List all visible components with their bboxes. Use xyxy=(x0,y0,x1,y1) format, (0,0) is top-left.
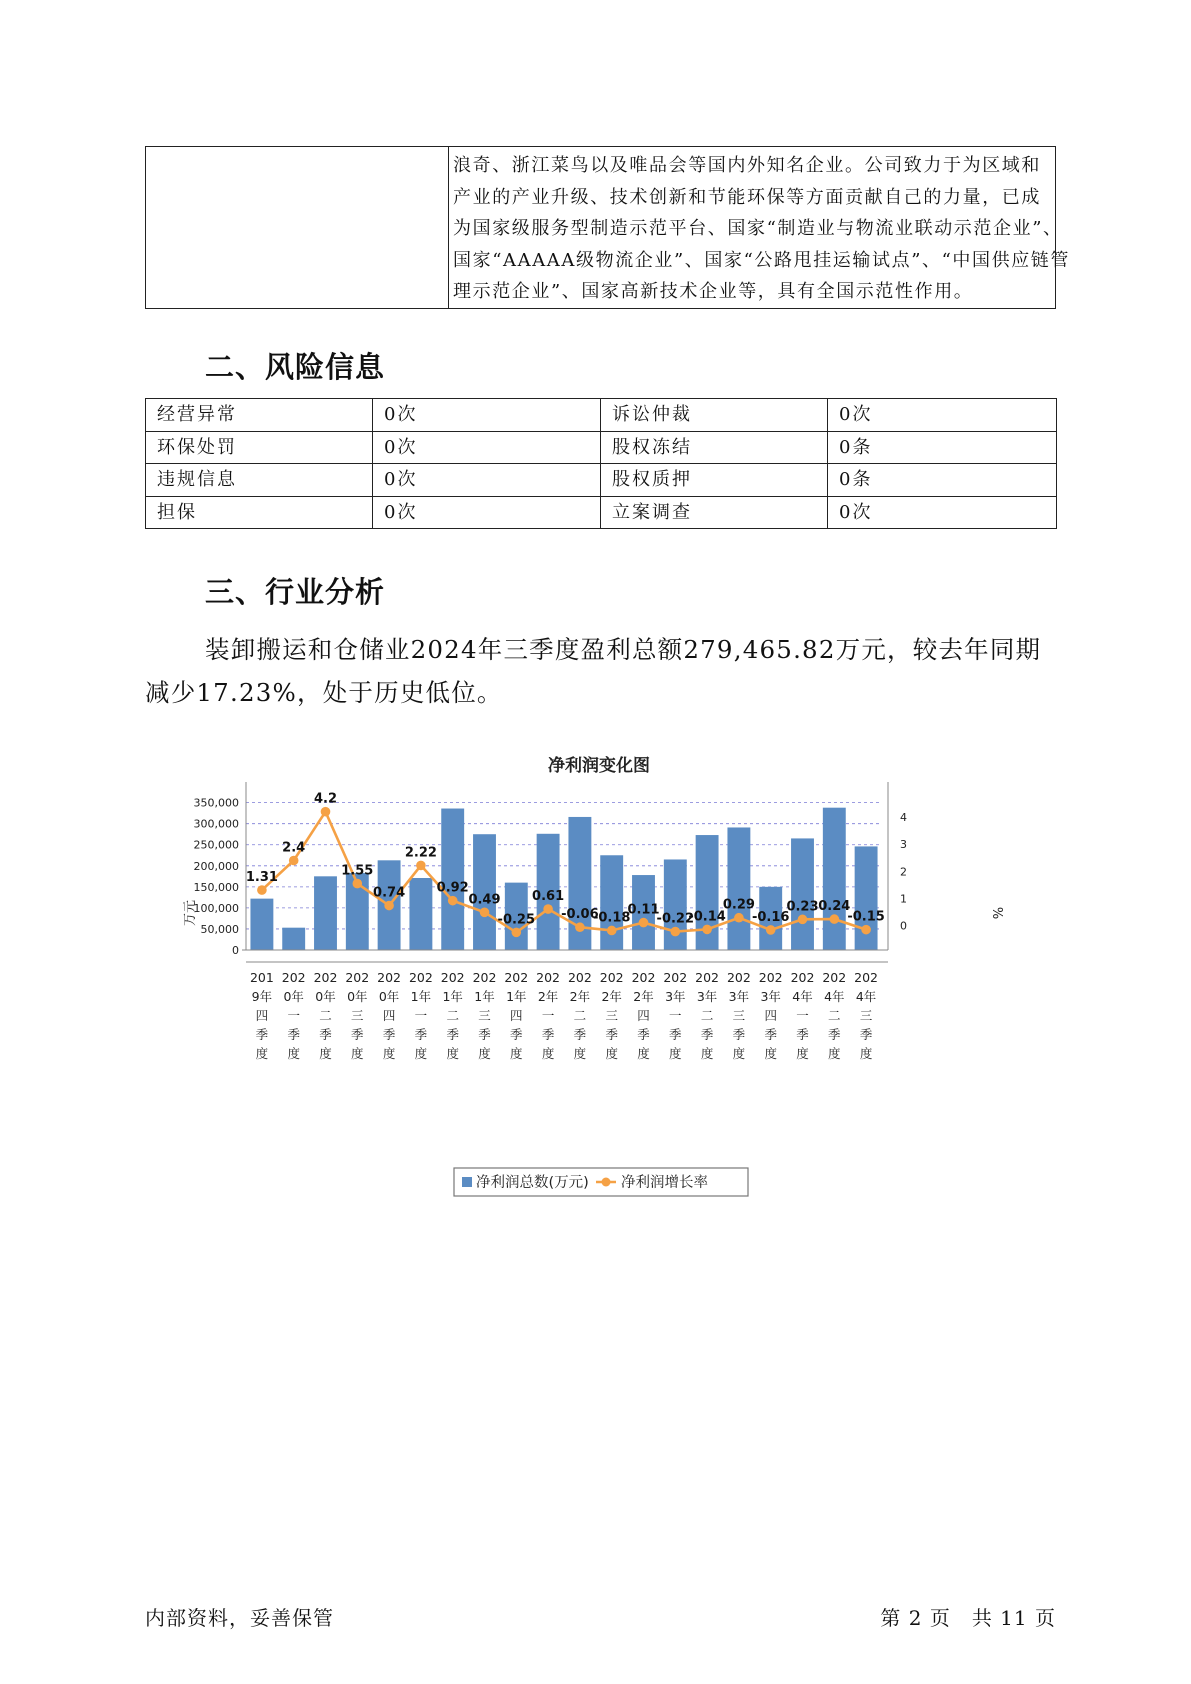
x-tick-label: 三 xyxy=(859,1008,873,1023)
intro-label-cell xyxy=(146,147,449,309)
x-tick-label: 度 xyxy=(287,1046,300,1061)
bar xyxy=(441,809,464,950)
risk-key: 经营异常 xyxy=(146,399,373,432)
legend-bar-label: 净利润总数(万元) xyxy=(476,1175,589,1191)
x-tick-label: 三 xyxy=(478,1008,491,1023)
data-label: -0.06 xyxy=(561,907,599,923)
x-tick-label: 季 xyxy=(287,1027,300,1042)
growth-point xyxy=(575,922,585,932)
x-tick-label: 201 xyxy=(249,970,274,985)
y2-tick-label: 0 xyxy=(900,919,907,933)
x-tick-label: 季 xyxy=(541,1027,555,1042)
x-tick-label: 季 xyxy=(478,1027,491,1042)
risk-value: 0条 xyxy=(828,431,1057,464)
data-label: -0.14 xyxy=(688,909,726,925)
x-tick-label: 三 xyxy=(732,1008,746,1023)
x-tick-label: 202 xyxy=(504,970,529,985)
growth-point xyxy=(607,926,617,936)
data-label: 0.74 xyxy=(373,885,406,901)
x-tick-label: 二 xyxy=(319,1008,332,1023)
growth-point xyxy=(543,904,553,914)
growth-point xyxy=(734,913,744,923)
data-label: -0.16 xyxy=(751,909,790,925)
intro-line: 理示范企业”、国家高新技术企业等，具有全国示范性作用。 xyxy=(453,281,974,302)
risk-section-title: 二、风险信息 xyxy=(205,350,386,384)
growth-point xyxy=(798,915,808,925)
x-tick-label: 3年 xyxy=(665,989,686,1004)
x-tick-label: 1年 xyxy=(474,989,495,1004)
y-tick-label: 200,000 xyxy=(193,859,239,873)
x-tick-label: 季 xyxy=(605,1027,618,1042)
x-tick-label: 9年 xyxy=(251,989,273,1004)
x-tick-label: 202 xyxy=(631,970,656,985)
industry-paragraph: 装卸搬运和仓储业2024年三季度盈利总额279,465.82万元，较去年同期减少17.23%，处于历史低位。 xyxy=(145,635,1042,707)
x-tick-label: 一 xyxy=(541,1008,555,1023)
x-tick-label: 度 xyxy=(541,1046,555,1061)
intro-line: 浪奇、浙江菜鸟以及唯品会等国内外知名企业。公司致力于为区域和 xyxy=(453,155,1041,176)
bar xyxy=(314,876,337,950)
x-tick-label: 2年 xyxy=(537,989,559,1004)
x-tick-label: 一 xyxy=(414,1008,428,1023)
growth-point xyxy=(416,861,426,871)
legend-line-marker xyxy=(602,1178,611,1187)
bar xyxy=(282,928,305,950)
data-label: -0.18 xyxy=(592,910,631,926)
data-label: -0.22 xyxy=(656,911,695,927)
x-tick-label: 四 xyxy=(764,1008,777,1023)
x-tick-label: 202 xyxy=(377,970,402,985)
x-tick-label: 二 xyxy=(573,1008,587,1023)
risk-key: 担保 xyxy=(146,496,373,529)
x-tick-label: 3年 xyxy=(760,989,781,1004)
bar xyxy=(855,846,878,950)
legend-bar-swatch xyxy=(462,1177,472,1187)
data-label: 0.49 xyxy=(468,892,501,908)
x-tick-label: 3年 xyxy=(728,989,750,1004)
table-row xyxy=(146,399,1057,432)
y-axis-label: 万元 xyxy=(183,899,198,927)
growth-point xyxy=(384,901,394,911)
data-label: 0.23 xyxy=(786,899,819,915)
intro-line: 为国家级服务型制造示范平台、国家“制造业与物流业联动示范企业”、 xyxy=(453,218,1063,239)
risk-value: 0次 xyxy=(373,496,601,529)
x-tick-label: 4年 xyxy=(824,989,845,1004)
table-row xyxy=(146,496,1057,529)
x-tick-label: 202 xyxy=(758,970,783,985)
intro-text-cell xyxy=(449,147,1071,309)
y-tick-label: 350,000 xyxy=(193,796,239,810)
x-tick-label: 季 xyxy=(382,1027,396,1042)
x-tick-label: 2年 xyxy=(633,989,654,1004)
risk-key: 立案调查 xyxy=(601,496,828,529)
x-tick-label: 1年 xyxy=(506,989,527,1004)
chart-growth-line xyxy=(246,792,885,937)
risk-value: 0次 xyxy=(373,464,601,497)
bar xyxy=(727,827,750,950)
x-tick-label: 二 xyxy=(700,1008,714,1023)
data-label: 1.55 xyxy=(341,863,374,879)
x-tick-label: 202 xyxy=(726,970,751,985)
x-tick-label: 季 xyxy=(859,1027,873,1042)
growth-point xyxy=(766,925,776,935)
growth-point xyxy=(448,896,458,906)
y-tick-label: 0 xyxy=(232,944,239,957)
x-tick-label: 0年 xyxy=(378,989,400,1004)
x-tick-label: 度 xyxy=(351,1046,364,1061)
data-label: 1.31 xyxy=(245,870,278,886)
x-tick-label: 2年 xyxy=(569,989,591,1004)
data-label: 2.22 xyxy=(404,845,437,861)
x-tick-label: 202 xyxy=(854,970,879,985)
risk-key: 诉讼仲裁 xyxy=(601,399,828,432)
x-tick-label: 202 xyxy=(822,970,847,985)
risk-table xyxy=(145,398,1057,529)
growth-point xyxy=(639,918,649,928)
growth-point xyxy=(480,908,490,918)
chart-title: 净利润变化图 xyxy=(548,756,650,776)
x-tick-label: 202 xyxy=(599,970,624,985)
x-tick-label: 二 xyxy=(828,1008,841,1023)
x-tick-label: 度 xyxy=(828,1046,841,1061)
y2-tick-label: 3 xyxy=(900,838,907,852)
x-tick-label: 4年 xyxy=(792,989,813,1004)
x-tick-label: 季 xyxy=(764,1027,777,1042)
x-tick-label: 度 xyxy=(669,1046,682,1061)
growth-point xyxy=(353,879,363,889)
y-tick-label: 150,000 xyxy=(193,880,239,894)
x-tick-label: 202 xyxy=(345,970,370,985)
risk-key: 股权冻结 xyxy=(601,431,828,464)
x-tick-label: 度 xyxy=(859,1046,873,1061)
growth-point xyxy=(512,928,522,938)
bar xyxy=(823,808,846,950)
y-tick-label: 250,000 xyxy=(193,838,239,852)
chart-legend xyxy=(454,1168,748,1196)
x-tick-label: 202 xyxy=(440,970,465,985)
growth-point xyxy=(702,925,712,935)
x-tick-label: 季 xyxy=(510,1027,523,1042)
footer-page-number: 第 2 页 共 11 页 xyxy=(880,1606,1056,1630)
bar xyxy=(600,855,623,950)
data-label: 0.11 xyxy=(627,902,660,918)
table-row xyxy=(146,464,1057,497)
x-tick-label: 0年 xyxy=(315,989,336,1004)
x-tick-label: 202 xyxy=(313,970,338,985)
x-tick-label: 四 xyxy=(510,1008,523,1023)
x-tick-label: 202 xyxy=(695,970,720,985)
risk-value: 0次 xyxy=(373,399,601,432)
x-tick-label: 202 xyxy=(281,970,306,985)
x-tick-label: 0年 xyxy=(347,989,368,1004)
risk-value: 0次 xyxy=(373,431,601,464)
x-tick-label: 202 xyxy=(567,970,592,985)
data-label: -0.25 xyxy=(497,912,536,928)
x-tick-label: 季 xyxy=(414,1027,428,1042)
x-tick-label: 202 xyxy=(536,970,561,985)
y-tick-label: 100,000 xyxy=(193,901,239,915)
growth-point xyxy=(321,807,331,817)
data-label: 2.4 xyxy=(282,840,306,856)
growth-point xyxy=(861,925,871,935)
data-label: 0.92 xyxy=(436,880,469,896)
x-tick-label: 202 xyxy=(663,970,688,985)
x-tick-label: 四 xyxy=(637,1008,650,1023)
y2-tick-label: 1 xyxy=(900,892,907,906)
x-tick-label: 1年 xyxy=(442,989,463,1004)
data-label: 0.61 xyxy=(532,889,565,905)
growth-point xyxy=(257,885,267,895)
y2-tick-label: 2 xyxy=(900,865,907,879)
y2-tick-label: 4 xyxy=(900,811,907,825)
x-tick-label: 度 xyxy=(319,1046,332,1061)
bar xyxy=(409,878,432,950)
y2-axis-label: % xyxy=(989,906,1004,920)
x-tick-label: 度 xyxy=(605,1046,618,1061)
risk-value: 0次 xyxy=(828,399,1057,432)
x-tick-label: 202 xyxy=(408,970,433,985)
intro-line: 产业的产业升级、技术创新和节能环保等方面贡献自己的力量，已成 xyxy=(453,186,1041,208)
risk-key: 环保处罚 xyxy=(146,431,373,464)
x-tick-label: 季 xyxy=(732,1027,746,1042)
x-tick-label: 季 xyxy=(573,1027,587,1042)
company-intro-table xyxy=(145,146,1071,309)
risk-key: 违规信息 xyxy=(146,464,373,497)
risk-value: 0条 xyxy=(828,464,1057,497)
growth-point xyxy=(671,927,681,937)
x-tick-label: 四 xyxy=(382,1008,396,1023)
legend-line-label: 净利润增长率 xyxy=(621,1175,708,1191)
chart-x-labels xyxy=(250,970,878,1061)
bar xyxy=(664,859,687,950)
bar xyxy=(250,899,273,950)
footer-left: 内部资料，妥善保管 xyxy=(145,1606,334,1630)
x-tick-label: 度 xyxy=(637,1046,650,1061)
x-tick-label: 三 xyxy=(605,1008,618,1023)
x-tick-label: 季 xyxy=(319,1027,332,1042)
table-row xyxy=(146,431,1057,464)
intro-line: 国家“AAAAA级物流企业”、国家“公路甩挂运输试点”、“中国供应链管 xyxy=(453,249,1071,271)
x-tick-label: 季 xyxy=(828,1027,841,1042)
data-label: 0.24 xyxy=(818,899,851,915)
growth-point xyxy=(830,914,840,924)
x-tick-label: 度 xyxy=(796,1046,809,1061)
x-tick-label: 度 xyxy=(764,1046,777,1061)
y-tick-label: 50,000 xyxy=(200,922,239,936)
x-tick-label: 度 xyxy=(414,1046,428,1061)
industry-section-title: 三、行业分析 xyxy=(205,575,386,609)
x-tick-label: 一 xyxy=(796,1008,809,1023)
growth-point xyxy=(289,856,299,866)
x-tick-label: 度 xyxy=(573,1046,587,1061)
data-label: -0.15 xyxy=(847,909,885,925)
data-label: 4.2 xyxy=(313,791,338,807)
x-tick-label: 度 xyxy=(478,1046,491,1061)
x-tick-label: 2年 xyxy=(601,989,622,1004)
y-tick-label: 300,000 xyxy=(193,817,239,831)
x-tick-label: 3年 xyxy=(696,989,718,1004)
x-tick-label: 二 xyxy=(446,1008,459,1023)
x-tick-label: 三 xyxy=(351,1008,364,1023)
x-tick-label: 202 xyxy=(790,970,815,985)
x-tick-label: 季 xyxy=(700,1027,714,1042)
x-tick-label: 4年 xyxy=(855,989,877,1004)
x-tick-label: 度 xyxy=(510,1046,523,1061)
x-tick-label: 四 xyxy=(255,1008,269,1023)
x-tick-label: 202 xyxy=(472,970,497,985)
risk-value: 0次 xyxy=(828,496,1057,529)
x-tick-label: 季 xyxy=(446,1027,459,1042)
x-tick-label: 季 xyxy=(669,1027,682,1042)
x-tick-label: 季 xyxy=(637,1027,650,1042)
x-tick-label: 度 xyxy=(382,1046,396,1061)
x-tick-label: 度 xyxy=(732,1046,746,1061)
x-tick-label: 度 xyxy=(446,1046,459,1061)
risk-key: 股权质押 xyxy=(601,464,828,497)
x-tick-label: 一 xyxy=(669,1008,682,1023)
x-tick-label: 一 xyxy=(287,1008,300,1023)
x-tick-label: 度 xyxy=(255,1046,269,1061)
x-tick-label: 1年 xyxy=(410,989,432,1004)
x-tick-label: 季 xyxy=(255,1027,269,1042)
data-label: 0.29 xyxy=(722,897,755,913)
net-profit-chart xyxy=(176,745,1004,1205)
x-tick-label: 0年 xyxy=(283,989,304,1004)
x-tick-label: 季 xyxy=(796,1027,809,1042)
x-tick-label: 季 xyxy=(351,1027,364,1042)
x-tick-label: 度 xyxy=(700,1046,714,1061)
bar xyxy=(791,838,814,950)
